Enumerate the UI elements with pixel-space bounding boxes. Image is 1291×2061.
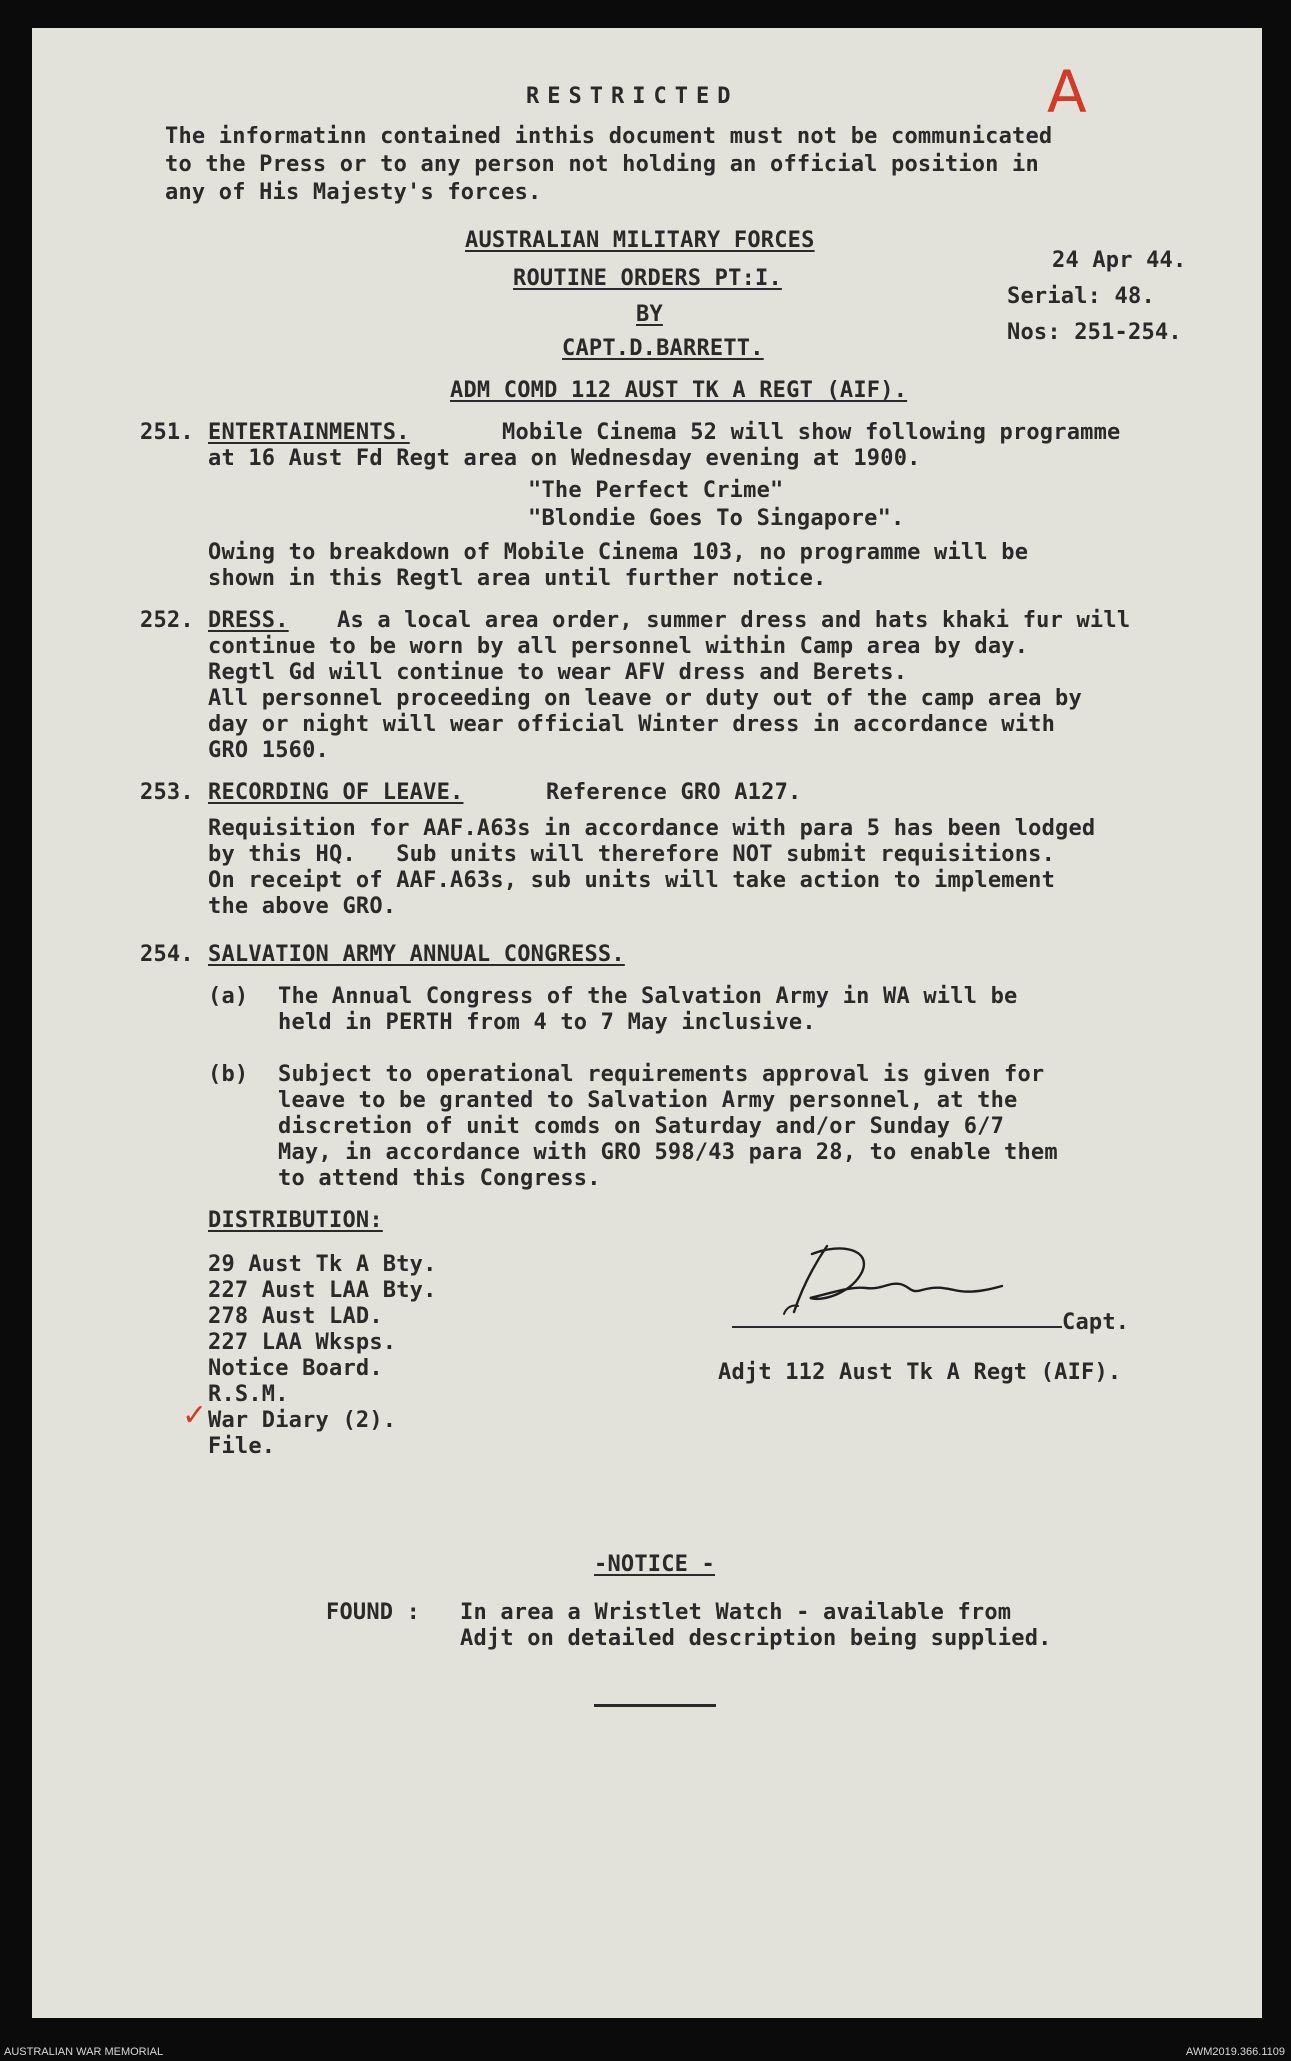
item-254-b-label: (b): [208, 1062, 249, 1087]
signature-rank: Capt.: [1062, 1310, 1130, 1335]
item-252-text-2: continue to be worn by all personnel within Camp area by day. Regtl Gd will continue to wear AFV dress and Berets. All personnel proceeding on leave or duty out of the camp area by day or night will wear official Winter dress in accordance with GRO 1560.: [208, 634, 1082, 763]
classification-heading: RESTRICTED: [526, 84, 739, 109]
notice-title: -NOTICE -: [594, 1552, 716, 1577]
heading-officer: CAPT.D.BARRETT.: [562, 336, 764, 361]
notice-label: FOUND :: [326, 1600, 421, 1625]
document-nos: Nos: 251-254.: [1007, 320, 1182, 345]
document-serial: Serial: 48.: [1007, 284, 1155, 309]
warning-line-3: any of His Majesty's forces.: [165, 180, 542, 205]
item-254-a-text: The Annual Congress of the Salvation Army in WA will be held in PERTH from 4 to 7 May inclusive.: [278, 984, 1018, 1035]
item-251-text-3: Owing to breakdown of Mobile Cinema 103, no programme will be shown in this Regtl area until further notice.: [208, 540, 1029, 591]
heading-forces: AUSTRALIAN MILITARY FORCES: [465, 228, 815, 253]
item-251-text-2: at 16 Aust Fd Regt area on Wednesday evening at 1900.: [208, 446, 921, 471]
item-251-title: ENTERTAINMENTS.: [208, 420, 410, 445]
item-254-title: SALVATION ARMY ANNUAL CONGRESS.: [208, 942, 625, 967]
heading-routine-orders: ROUTINE ORDERS PT:I.: [513, 266, 782, 291]
item-252-title: DRESS.: [208, 608, 289, 633]
heading-command: ADM COMD 112 AUST TK A REGT (AIF).: [450, 378, 908, 403]
item-251-film-2: "Blondie Goes To Singapore".: [528, 506, 905, 531]
item-252-text-1: As a local area order, summer dress and hats khaki fur will: [337, 608, 1131, 633]
distribution-title: DISTRIBUTION:: [208, 1208, 383, 1233]
warning-line-1: The informatinn contained inthis document must not be communicated: [165, 124, 1053, 149]
item-252-number: 252.: [140, 608, 194, 633]
item-251-film-1: "The Perfect Crime": [528, 478, 784, 503]
document-date: 24 Apr 44.: [1052, 248, 1187, 273]
item-254-number: 254.: [140, 942, 194, 967]
footer-right: AWM2019.366.1109: [1185, 2046, 1285, 2058]
item-254-a-label: (a): [208, 984, 249, 1009]
document-page: [32, 28, 1262, 2018]
item-251-number: 251.: [140, 420, 194, 445]
notice-text: In area a Wristlet Watch - available from Adjt on detailed description being supplied.: [460, 1600, 1052, 1651]
item-251-text-1: Mobile Cinema 52 will show following programme: [502, 420, 1121, 445]
item-254-b-text: Subject to operational requirements approval is given for leave to be granted to Salvation Army personnel, at the discretion of unit comds on Saturday and/or Sunday 6/7 May, in accordance with GRO 598/43 para 28, to enable them to attend this Congress.: [278, 1062, 1058, 1191]
handwritten-mark: A: [1047, 58, 1087, 126]
signature-line: [732, 1326, 1062, 1328]
item-253-number: 253.: [140, 780, 194, 805]
item-253-text-1: Reference GRO A127.: [546, 780, 802, 805]
signature-icon: [732, 1228, 1072, 1338]
footer-left: AUSTRALIAN WAR MEMORIAL: [4, 2046, 164, 2058]
item-253-text-2: Requisition for AAF.A63s in accordance with para 5 has been lodged by this HQ. Sub units will therefore NOT submit requisitions. On receipt of AAF.A63s, sub units will take action to implement the above GRO.: [208, 816, 1096, 919]
warning-line-2: to the Press or to any person not holding an official position in: [165, 152, 1039, 177]
check-mark-icon: ✓: [182, 1398, 208, 1433]
item-253-title: RECORDING OF LEAVE.: [208, 780, 464, 805]
distribution-list: 29 Aust Tk A Bty. 227 Aust LAA Bty. 278 Aust LAD. 227 LAA Wksps. Notice Board. R.S.M. War Diary (2). File.: [208, 1252, 437, 1459]
end-rule: [594, 1704, 716, 1707]
signature-title: Adjt 112 Aust Tk A Regt (AIF).: [718, 1360, 1122, 1385]
heading-by: BY: [636, 302, 663, 327]
